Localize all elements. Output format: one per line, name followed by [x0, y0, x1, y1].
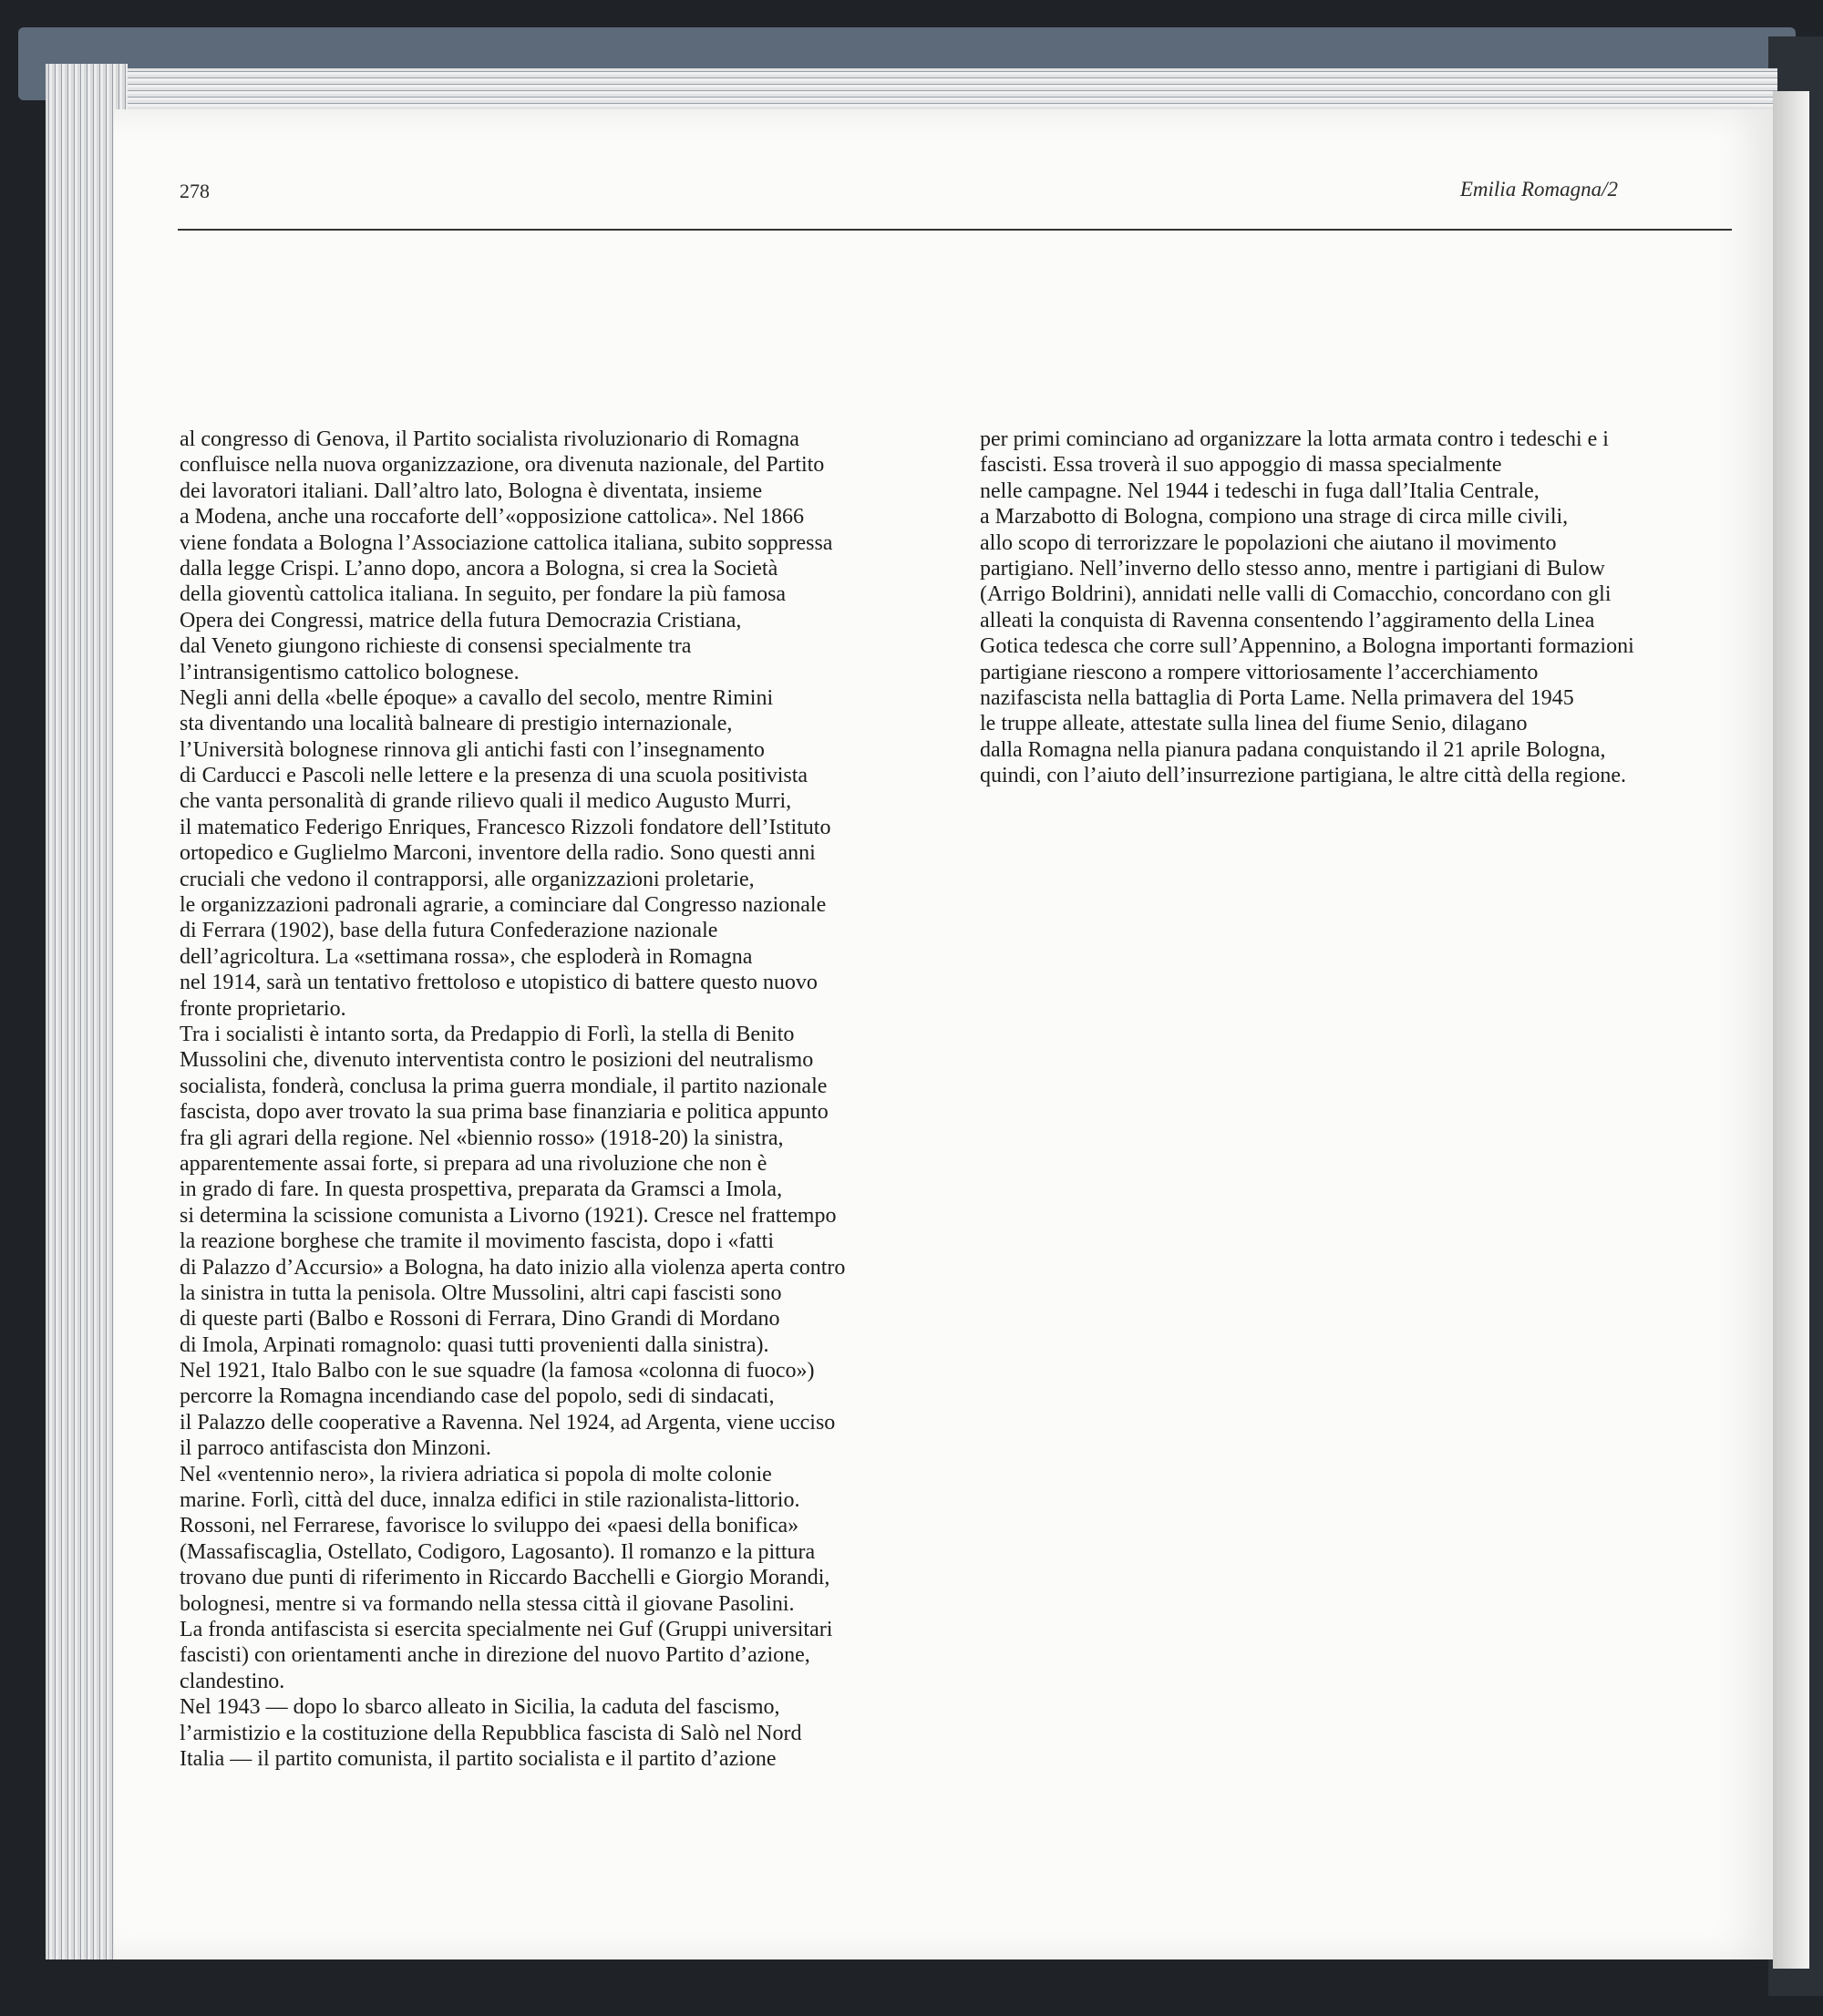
text-line: ortopedico e Guglielmo Marconi, inventore della radio. Sono questi anni: [180, 841, 816, 866]
text-line: dalla legge Crispi. L’anno dopo, ancora a Bologna, si crea la Società: [180, 556, 778, 581]
text-line: partigiane riescono a rompere vittoriosamente l’accerchiamento: [980, 660, 1539, 684]
text-line: percorre la Romagna incendiando case del popolo, sedi di sindacati,: [180, 1384, 775, 1409]
text-line: nelle campagne. Nel 1944 i tedeschi in fuga dall’Italia Centrale,: [980, 478, 1540, 503]
text-line: Nel 1921, Italo Balbo con le sue squadre (la famosa «colonna di fuoco»): [180, 1359, 815, 1383]
text-line: dell’agricoltura. La «settimana rossa», che esploderà in Romagna: [180, 944, 753, 969]
text-line: fra gli agrari della regione. Nel «biennio rosso» (1918-20) la sinistra,: [180, 1126, 784, 1150]
text-line: il Palazzo delle cooperative a Ravenna. Nel 1924, ad Argenta, viene ucciso: [180, 1410, 836, 1435]
text-line: La fronda antifascista si esercita specialmente nei Guf (Gruppi universitari: [180, 1617, 833, 1641]
text-line: di Carducci e Pascoli nelle lettere e la presenza di una scuola positivista: [180, 764, 809, 788]
text-line: marine. Forlì, città del duce, innalza edifici in stile razionalista-littorio.: [180, 1488, 800, 1513]
text-line: quindi, con l’aiuto dell’insurrezione partigiana, le altre città della regione.: [980, 764, 1627, 788]
text-line: socialista, fonderà, conclusa la prima guerra mondiale, il partito nazionale: [180, 1074, 828, 1098]
text-line: fascisti. Essa troverà il suo appoggio di massa specialmente: [980, 453, 1502, 478]
text-line: Italia — il partito comunista, il partito socialista e il partito d’azione: [180, 1746, 777, 1771]
text-line: Nel «ventennio nero», la riviera adriatica si popola di molte colonie: [180, 1462, 772, 1486]
text-line: nel 1914, sarà un tentativo frettoloso e utopistico di battere questo nuovo: [180, 971, 818, 995]
text-line: le organizzazioni padronali agrarie, a cominciare dal Congresso nazionale: [180, 893, 827, 918]
text-line: le truppe alleate, attestate sulla linea del fiume Senio, dilagano: [980, 712, 1528, 736]
text-line: in grado di fare. In questa prospettiva, preparata da Gramsci a Imola,: [180, 1178, 783, 1202]
text-line: viene fondata a Bologna l’Associazione cattolica italiana, subito soppressa: [180, 530, 833, 555]
text-line: fascista, dopo aver trovato la sua prima base finanziaria e politica appunto: [180, 1100, 829, 1125]
text-line: partigiano. Nell’inverno dello stesso anno, mentre i partigiani di Bulow: [980, 556, 1605, 581]
text-line: alleati la conquista di Ravenna consentendo l’aggiramento della Linea: [980, 608, 1595, 633]
running-title: Emilia Romagna/2: [1459, 178, 1618, 201]
text-line: allo scopo di terrorizzare le popolazioni che aiutano il movimento: [980, 530, 1557, 555]
text-line: Negli anni della «belle époque» a cavallo del secolo, mentre Rimini: [180, 685, 774, 710]
left-text-column: [180, 427, 845, 1772]
text-line: Nel 1943 — dopo lo sbarco alleato in Sicilia, la caduta del fascismo,: [180, 1695, 780, 1720]
text-line: Rossoni, nel Ferrarese, favorisce lo sviluppo dei «paesi della bonifica»: [180, 1514, 799, 1538]
text-line: dal Veneto giungono richieste di consensi specialmente tra: [180, 634, 692, 659]
text-line: il parroco antifascista don Minzoni.: [180, 1436, 491, 1461]
text-line: la reazione borghese che tramite il movimento fascista, dopo i «fatti: [180, 1229, 775, 1254]
text-line: Tra i socialisti è intanto sorta, da Predappio di Forlì, la stella di Benito: [180, 1022, 795, 1046]
text-line: sta diventando una località balneare di prestigio internazionale,: [180, 712, 733, 736]
text-line: il matematico Federigo Enriques, Francesco Rizzoli fondatore dell’Istituto: [180, 815, 831, 839]
text-line: si determina la scissione comunista a Livorno (1921). Cresce nel frattempo: [180, 1203, 837, 1228]
text-line: nazifascista nella battaglia di Porta Lame. Nella primavera del 1945: [980, 685, 1574, 710]
text-line: trovano due punti di riferimento in Riccardo Bacchelli e Giorgio Morandi,: [180, 1566, 830, 1590]
page-number: 278: [180, 180, 210, 202]
text-line: Opera dei Congressi, matrice della futura Democrazia Cristiana,: [180, 608, 742, 633]
text-line: di Imola, Arpinati romagnolo: quasi tutti provenienti dalla sinistra).: [180, 1332, 769, 1357]
text-line: fascisti) con orientamenti anche in direzione del nuovo Partito d’azione,: [180, 1643, 810, 1668]
text-line: bolognesi, mentre si va formando nella stessa città il giovane Pasolini.: [180, 1591, 795, 1616]
text-line: di Ferrara (1902), base della futura Confederazione nazionale: [180, 919, 718, 943]
text-line: (Arrigo Boldrini), annidati nelle valli di Comacchio, concordano con gli: [980, 582, 1612, 607]
text-line: a Marzabotto di Bologna, compiono una strage di circa mille civili,: [980, 505, 1569, 530]
text-line: di Palazzo d’Accursio» a Bologna, ha dato inizio alla violenza aperta contro: [180, 1255, 846, 1280]
text-line: fronte proprietario.: [180, 996, 346, 1021]
header-rule: [178, 229, 1732, 231]
text-line: Gotica tedesca che corre sull’Appennino, a Bologna importanti formazioni: [980, 634, 1634, 659]
text-line: dalla Romagna nella pianura padana conquistando il 21 aprile Bologna,: [980, 737, 1606, 762]
text-line: la sinistra in tutta la penisola. Oltre Mussolini, altri capi fascisti sono: [180, 1281, 782, 1305]
right-text-column: [980, 427, 1634, 788]
text-line: per primi cominciano ad organizzare la lotta armata contro i tedeschi e i: [980, 427, 1609, 451]
text-line: cruciali che vedono il contrapporsi, alle organizzazioni proletarie,: [180, 867, 755, 891]
text-line: al congresso di Genova, il Partito socialista rivoluzionario di Romagna: [180, 427, 799, 451]
text-line: clandestino.: [180, 1669, 285, 1693]
text-line: a Modena, anche una roccaforte dell’«opposizione cattolica». Nel 1866: [180, 505, 805, 530]
text-line: di queste parti (Balbo e Rossoni di Ferrara, Dino Grandi di Mordano: [180, 1307, 780, 1332]
text-line: confluisce nella nuova organizzazione, ora divenuta nazionale, del Partito: [180, 453, 825, 478]
text-line: (Massafiscaglia, Ostellato, Codigoro, Lagosanto). Il romanzo e la pittura: [180, 1539, 816, 1564]
text-line: l’Università bolognese rinnova gli antichi fasti con l’insegnamento: [180, 737, 765, 762]
book-gutter: [1773, 91, 1809, 1969]
text-line: l’armistizio e la costituzione della Repubblica fascista di Salò nel Nord: [180, 1721, 802, 1745]
text-line: Mussolini che, divenuto interventista contro le posizioni del neutralismo: [180, 1048, 814, 1073]
text-line: della gioventù cattolica italiana. In seguito, per fondare la più famosa: [180, 582, 787, 607]
text-line: dei lavoratori italiani. Dall’altro lato, Bologna è diventata, insieme: [180, 478, 763, 503]
text-line: che vanta personalità di grande rilievo quali il medico Augusto Murri,: [180, 789, 792, 814]
text-line: apparentemente assai forte, si prepara ad una rivoluzione che non è: [180, 1151, 767, 1176]
text-line: l’intransigentismo cattolico bolognese.: [180, 660, 520, 684]
